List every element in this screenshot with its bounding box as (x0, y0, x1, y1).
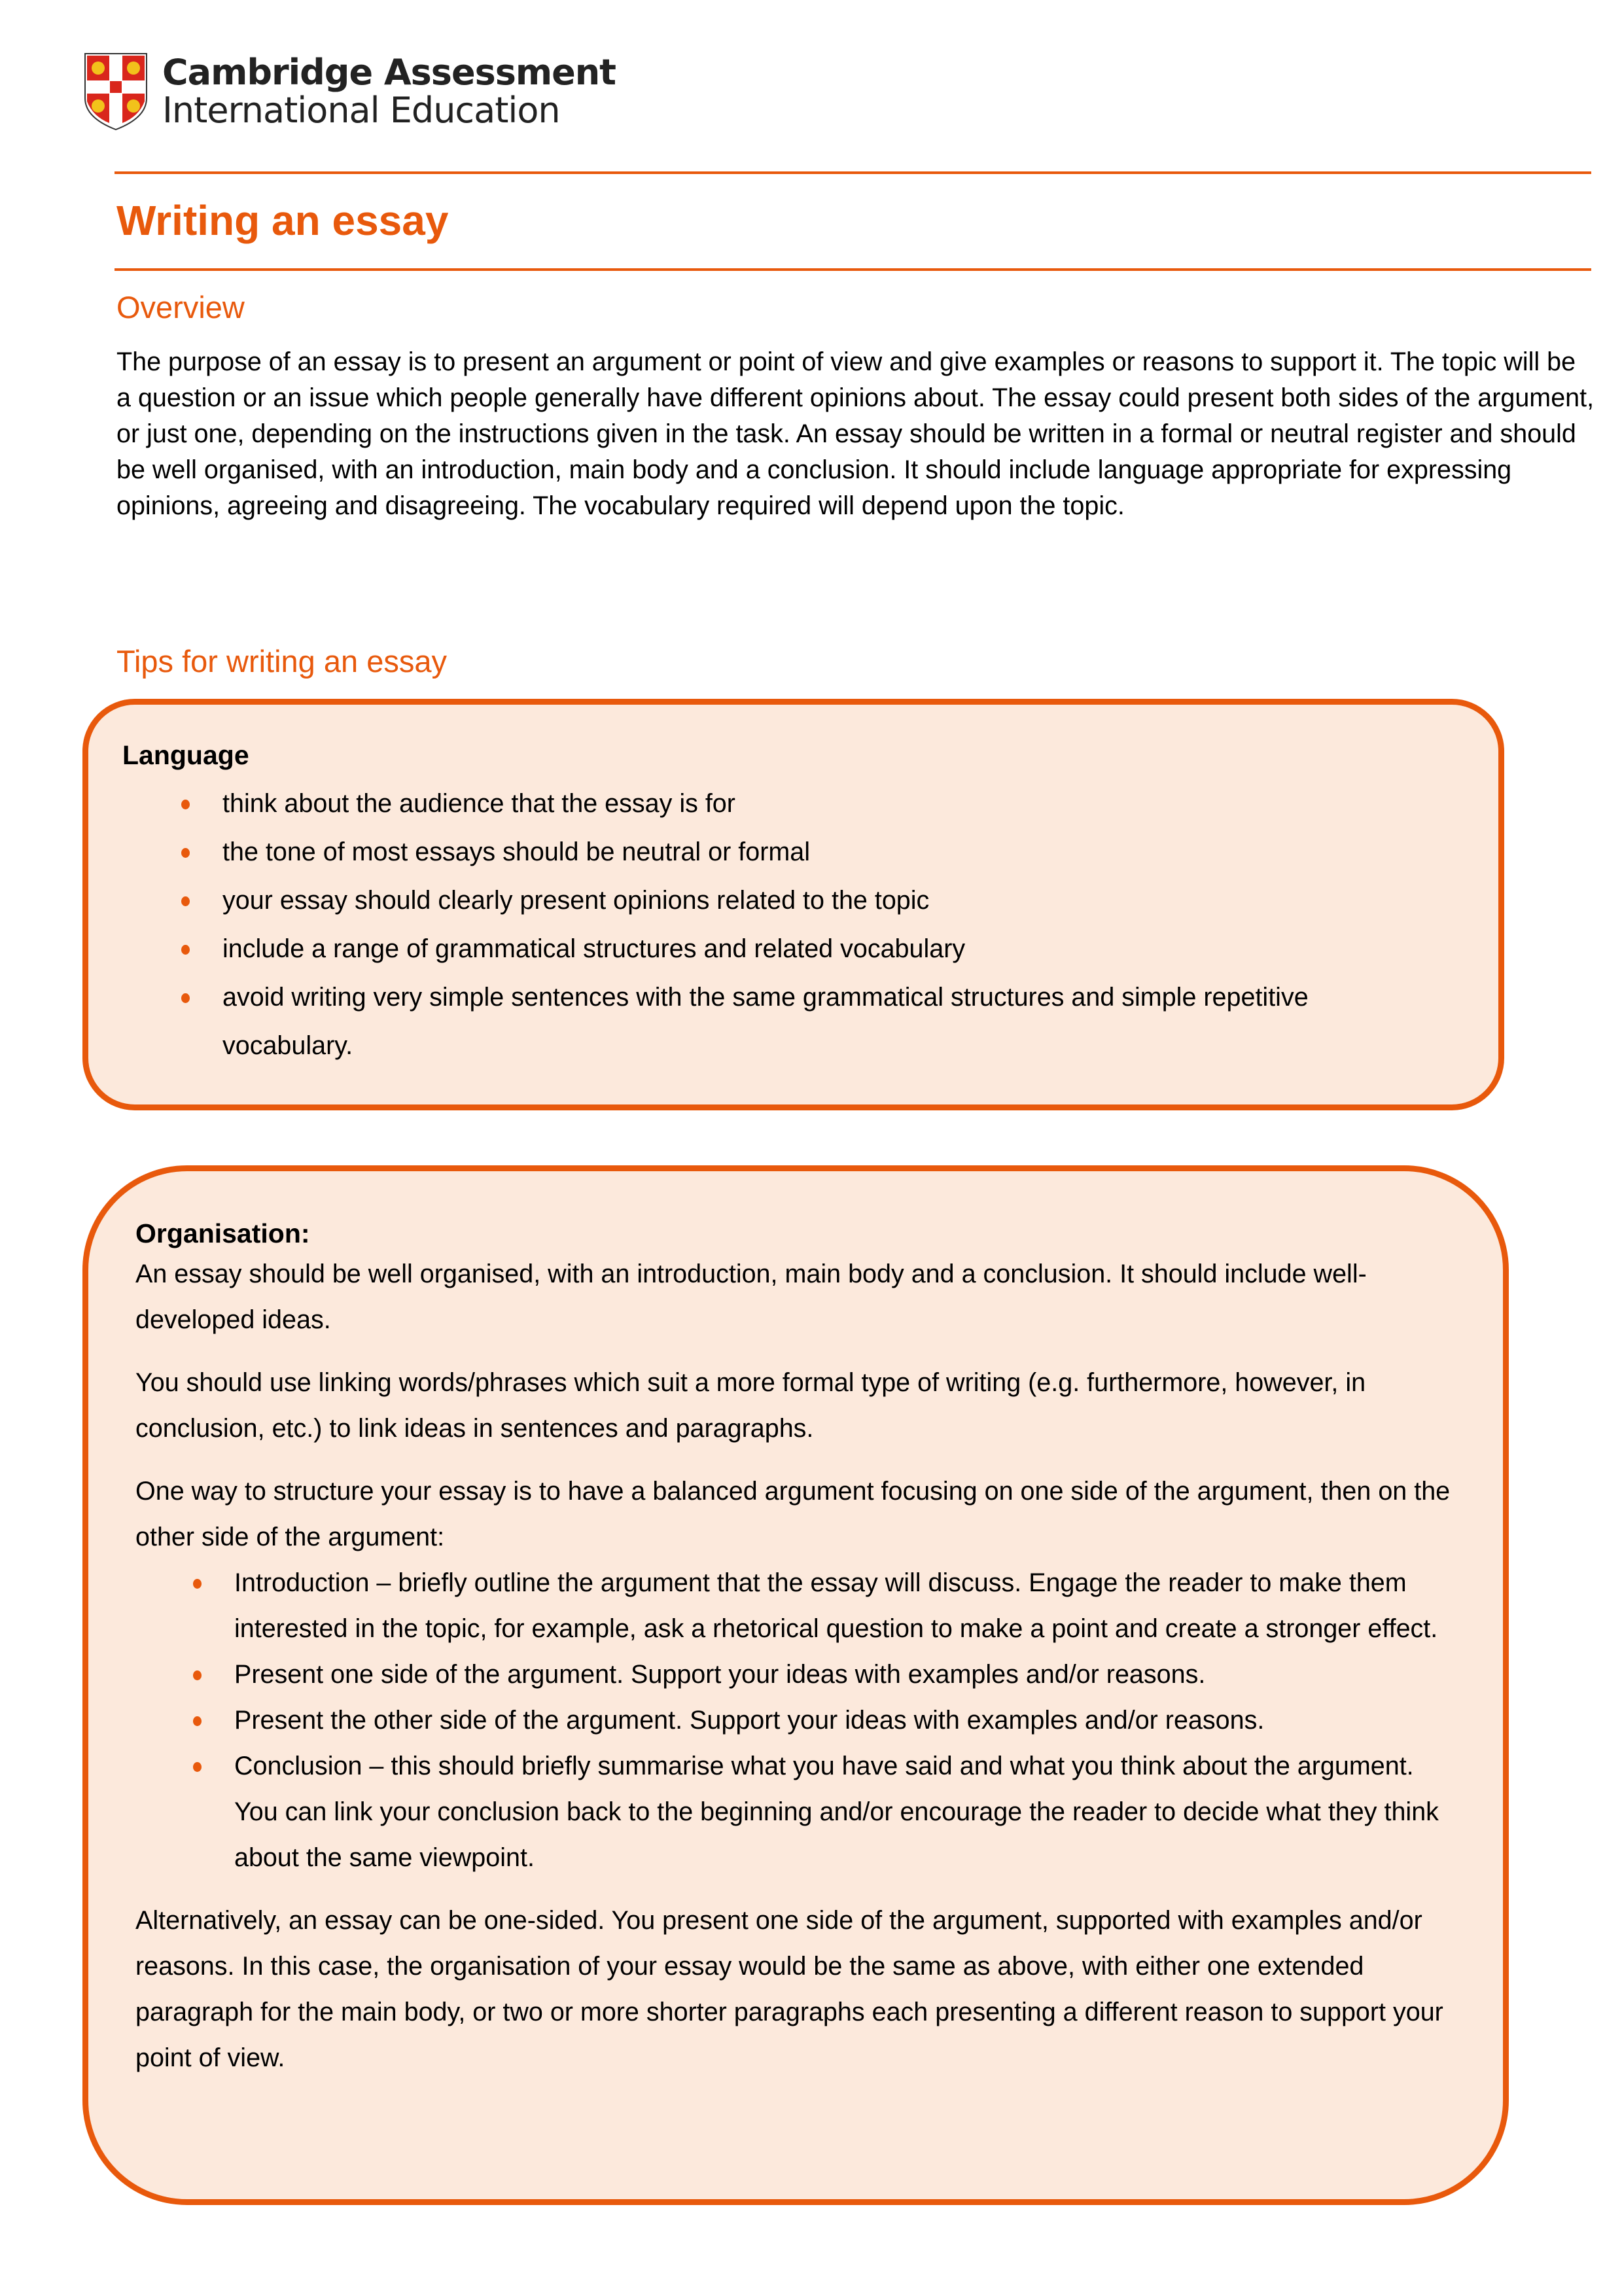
list-item (193, 1697, 1449, 1743)
bullet-icon (181, 800, 190, 809)
page-title: Writing an essay (116, 197, 449, 244)
bullet-icon (193, 1579, 202, 1589)
cambridge-logo (84, 52, 616, 131)
list-item (181, 973, 1411, 1070)
list-item-text: Introduction – briefly outline the argument that the essay will discuss. Engage the reader to make them interested in the topic, for example, ask a rhetorical question to make a point and create a stronger effect. (234, 1568, 1438, 1643)
organisation-paragraph-3: One way to structure your essay is to have a balanced argument focusing on one side of the argument, then on the other side of the argument: (135, 1477, 1451, 1551)
bullet-icon (181, 945, 190, 955)
organisation-heading: Organisation: (135, 1218, 310, 1248)
bullet-icon (181, 993, 190, 1003)
list-item (193, 1743, 1449, 1881)
list-item-text: the tone of most essays should be neutral or formal (222, 838, 811, 866)
bullet-icon (181, 848, 190, 858)
language-box (82, 699, 1504, 1110)
structure-list (193, 1560, 1449, 1881)
organisation-box (82, 1165, 1509, 2205)
list-item-text: include a range of grammatical structures and related vocabulary (222, 934, 966, 963)
organisation-paragraph-4: Alternatively, an essay can be one-sided. You present one side of the argument, supported with examples and/or reasons. In this case, the organisation of your essay would be the same as above, with either one extended paragraph for the main body, or two or more shorter paragraphs each presenting a different reason to support your point of view. (135, 1906, 1443, 2072)
bullet-icon (181, 896, 190, 906)
logo-line-1: Cambridge Assessment (162, 52, 616, 93)
organisation-paragraph-2: You should use linking words/phrases which suit a more formal type of writing (e.g. furthermore, however, in conclusion, etc.) to link ideas in sentences and paragraphs. (135, 1368, 1366, 1443)
shield-crest-icon (84, 52, 148, 131)
bullet-icon (193, 1716, 202, 1726)
list-item (193, 1560, 1449, 1651)
bullet-icon (193, 1670, 202, 1680)
list-item-text: Present one side of the argument. Support your ideas with examples and/or reasons. (234, 1660, 1206, 1689)
tips-heading: Tips for writing an essay (116, 644, 447, 679)
list-item-text: think about the audience that the essay is for (222, 789, 735, 818)
list-item (181, 828, 1411, 876)
logo-line-2: International Education (162, 90, 560, 131)
list-item-text: your essay should clearly present opinions related to the topic (222, 886, 930, 915)
bullet-icon (193, 1762, 202, 1772)
list-item (193, 1651, 1449, 1697)
list-item-text: Conclusion – this should briefly summarise what you have said and what you think about the argument. You can link your conclusion back to the beginning and/or encourage the reader to decide what they think about the same viewpoint. (234, 1752, 1439, 1872)
list-item (181, 876, 1411, 925)
list-item (181, 925, 1411, 973)
language-list (181, 779, 1411, 1070)
overview-heading: Overview (116, 290, 245, 325)
list-item-text: Present the other side of the argument. Support your ideas with examples and/or reasons. (234, 1706, 1265, 1735)
title-divider (115, 268, 1591, 271)
language-heading: Language (122, 740, 249, 770)
list-item-text: avoid writing very simple sentences with the same grammatical structures and simple repetitive vocabulary. (222, 983, 1309, 1060)
overview-text: The purpose of an essay is to present an argument or point of view and give examples or reasons to support it. The topic will be a question or an issue which people generally have different opinions about. The essay could present both sides of the argument, or just one, depending on the instructions given in the task. An essay should be written in a formal or neutral register and should be well organised, with an introduction, main body and a conclusion. It should include language appropriate for expressing opinions, agreeing and disagreeing. The vocabulary required will depend upon the topic. (116, 347, 1595, 520)
organisation-paragraph-1: An essay should be well organised, with an introduction, main body and a conclusion. It should include well-developed ideas. (135, 1260, 1367, 1334)
top-divider (115, 171, 1591, 174)
list-item (181, 779, 1411, 828)
